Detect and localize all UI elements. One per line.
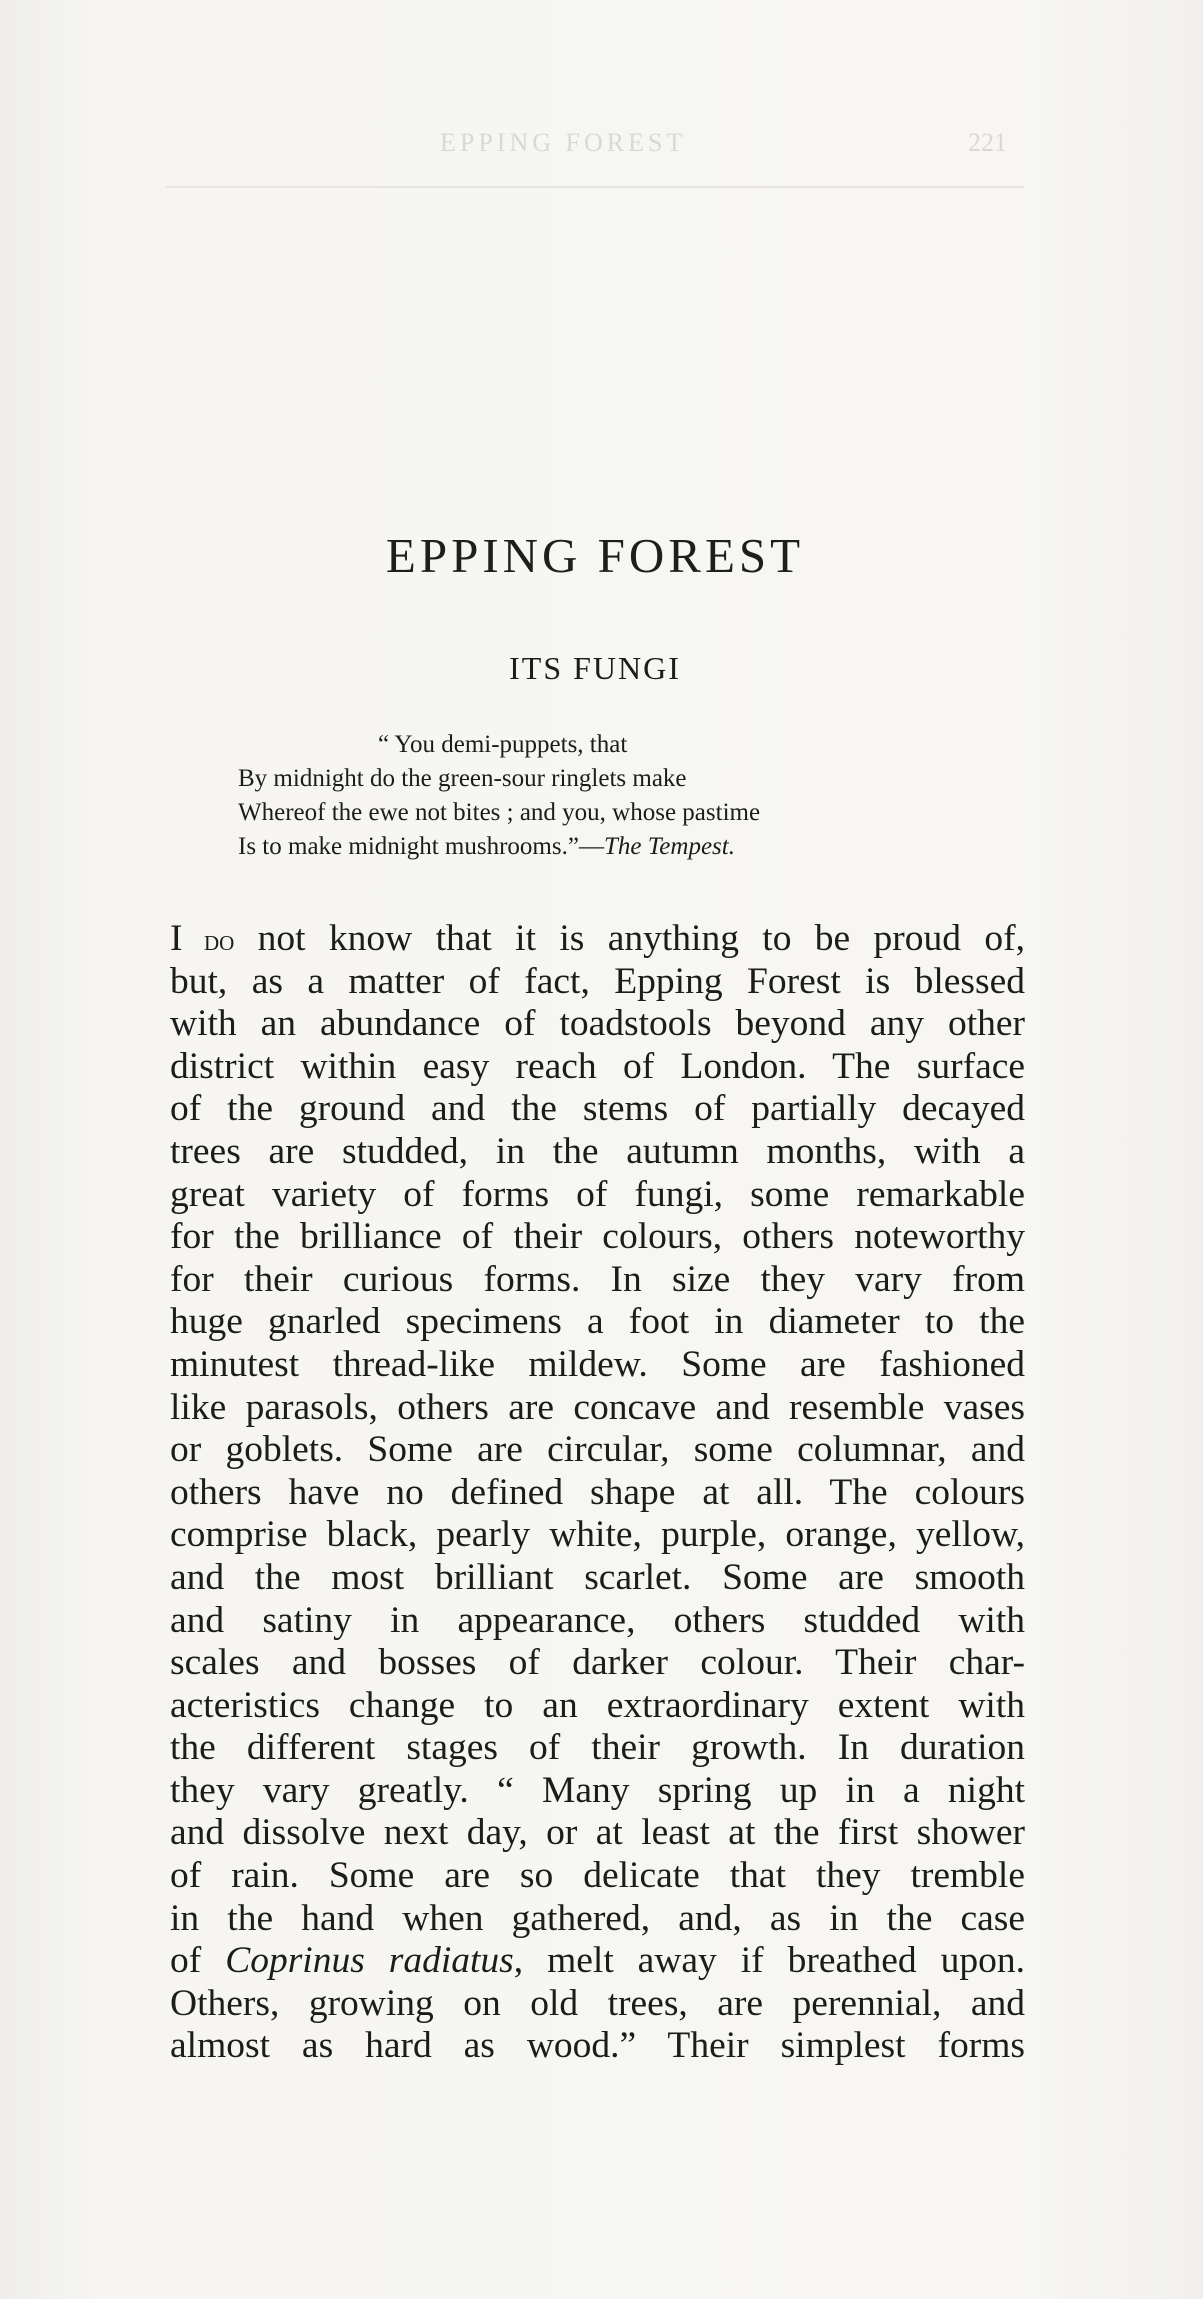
text-line: of rain. Some are so delicate that they tremble xyxy=(170,1855,1025,1897)
initial-letter: I xyxy=(170,918,183,959)
epigraph-attribution: The Tempest. xyxy=(603,833,735,860)
text-line: they vary greatly. “ Many spring up in a night xyxy=(170,1769,1025,1811)
text-line: with an abundance of toadstools beyond any other xyxy=(170,1003,1025,1045)
text-line: for their curious forms. In size they vary from xyxy=(170,1258,1025,1300)
text-line: the different stages of their growth. In duration xyxy=(170,1727,1025,1769)
text-line: huge gnarled specimens a foot in diameter to the xyxy=(170,1301,1025,1343)
text-line: and the most brilliant scarlet. Some are smooth xyxy=(170,1556,1025,1598)
epigraph-line: By midnight do the green-sour ringlets make xyxy=(238,765,687,792)
show-through-header-rule xyxy=(166,186,1024,188)
show-through-running-header: EPPING FOREST xyxy=(440,128,687,157)
epigraph-line: “ You demi-puppets, that xyxy=(378,731,628,758)
text-line: in the hand when gathered, and, as in the case xyxy=(170,1897,1025,1939)
text-line xyxy=(170,1940,1025,1983)
text-line: acteristics change to an extraordinary extent with xyxy=(170,1684,1025,1726)
text-line: but, as a matter of fact, Epping Forest is blessed xyxy=(170,960,1025,1002)
text-line: like parasols, others are concave and resemble vases xyxy=(170,1386,1025,1428)
text-line: for the brilliance of their colours, others noteworthy xyxy=(170,1216,1025,1258)
text-line: minutest thread-like mildew. Some are fashioned xyxy=(170,1343,1025,1385)
text-line: Others, growing on old trees, are perennial, and xyxy=(170,1982,1025,2024)
line-text: not know that it is anything to be proud of, xyxy=(234,918,1025,959)
text-line: trees are studded, in the autumn months, with a xyxy=(170,1130,1025,1172)
small-caps-word: do xyxy=(182,924,235,957)
body-paragraph xyxy=(170,918,1025,2068)
chapter-title: EPPING FOREST xyxy=(385,528,805,583)
species-name: Coprinus radiatus xyxy=(225,1940,514,1982)
text-line xyxy=(170,918,1025,961)
line-text: , melt away if breathed upon. xyxy=(513,1940,1025,1982)
text-line: or goblets. Some are circular, some columnar, and xyxy=(170,1429,1025,1471)
text-line: great variety of forms of fungi, some remarkable xyxy=(170,1173,1025,1215)
text-line: comprise black, pearly white, purple, orange, yellow, xyxy=(170,1514,1025,1556)
epigraph-line xyxy=(238,830,1038,864)
text-line: and satiny in appearance, others studded with xyxy=(170,1599,1025,1641)
text-line: and dissolve next day, or at least at the first shower xyxy=(170,1812,1025,1854)
text-line: others have no defined shape at all. The colours xyxy=(170,1471,1025,1513)
text-line: district within easy reach of London. The surface xyxy=(170,1045,1025,1087)
epigraph xyxy=(238,728,1038,864)
epigraph-line: Whereof the ewe not bites ; and you, whose pastime xyxy=(238,799,761,826)
line-text: of xyxy=(170,1940,226,1982)
text-line: scales and bosses of darker colour. Their char- xyxy=(170,1642,1025,1684)
text-line: of the ground and the stems of partially decayed xyxy=(170,1088,1025,1130)
text-line: almost as hard as wood.” Their simplest forms xyxy=(170,2025,1025,2067)
show-through-page-number: 221 xyxy=(968,128,1007,157)
chapter-subtitle: ITS FUNGI xyxy=(509,650,681,686)
epigraph-text: Is to make midnight mushrooms.”— xyxy=(238,833,604,860)
